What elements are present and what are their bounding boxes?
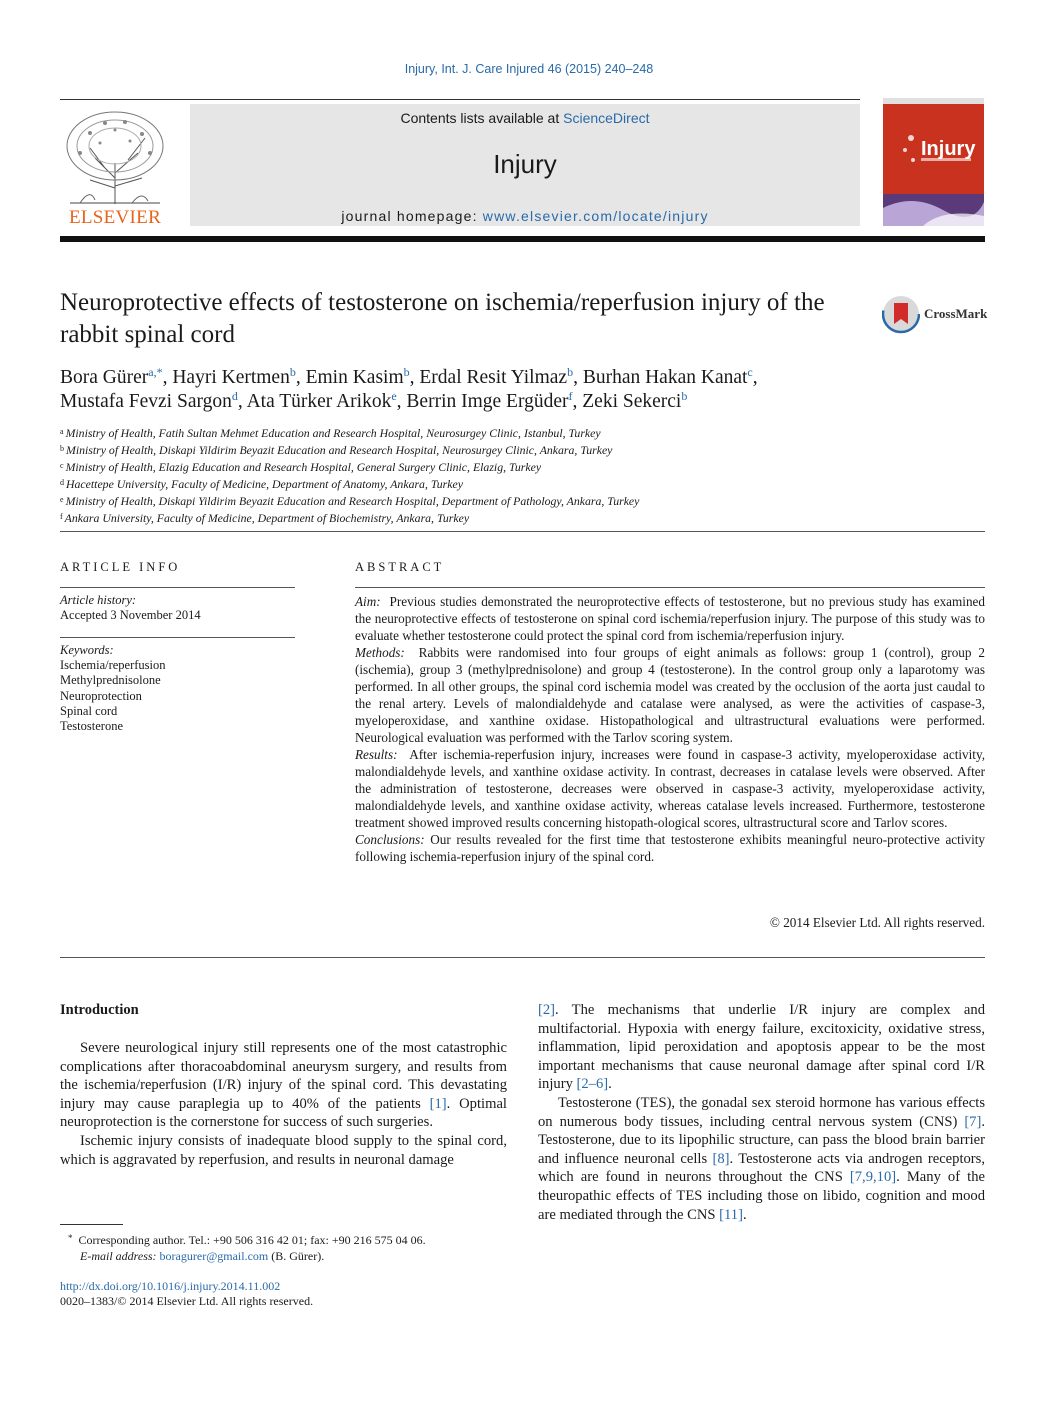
crossmark-icon bbox=[882, 294, 920, 334]
keyword-item: Spinal cord bbox=[60, 703, 118, 718]
text-run: . bbox=[608, 1076, 612, 1093]
author-affil-sup[interactable]: a,* bbox=[148, 365, 163, 379]
affiliation-key: c bbox=[60, 461, 64, 470]
affiliation-list bbox=[60, 424, 960, 526]
affiliation-key: e bbox=[60, 495, 64, 504]
crossmark-badge[interactable] bbox=[882, 294, 987, 334]
journal-cover-image[interactable] bbox=[883, 98, 984, 226]
footnote-star: * bbox=[68, 1233, 73, 1243]
author-affil-sup[interactable]: b bbox=[289, 365, 296, 379]
aim-label: Aim: bbox=[355, 594, 381, 609]
citation-ref[interactable]: [8] bbox=[712, 1150, 730, 1167]
citation-ref[interactable]: [7,9,10] bbox=[849, 1169, 897, 1186]
text-run: . Testosterone acts via androgen receptors, which are found in neurons throughout the CNS bbox=[538, 1150, 985, 1186]
body-paragraph bbox=[60, 1132, 507, 1169]
keyword-item: Testosterone bbox=[60, 719, 123, 734]
author-affil-sup[interactable]: b bbox=[681, 389, 688, 403]
text-run: Ischemic injury consists of inadequate blood supply to the spinal cord, which is aggravated by reperfusion, and results in neuronal damage bbox=[60, 1132, 507, 1168]
affiliation-key: b bbox=[60, 444, 64, 453]
conclusions-text: Our results revealed for the first time that testosterone exhibits meaningful neuro-protective activity following ischemia-reperfusion injury of the spinal cord. bbox=[355, 832, 986, 864]
abstract-aim bbox=[355, 593, 985, 644]
journal-banner bbox=[190, 104, 860, 226]
affiliation-item bbox=[60, 424, 960, 441]
text-run: . Testosterone, due to its lipophilic structure, can pass the blood brain barrier and influence neuronal cells bbox=[538, 1113, 985, 1167]
affiliation-item bbox=[60, 509, 960, 526]
author-affil-sup[interactable]: c bbox=[747, 365, 753, 379]
header-thick-rule bbox=[60, 236, 985, 242]
affiliation-text: Hacettepe University, Faculty of Medicine, Department of Anatomy, Ankara, Turkey bbox=[66, 477, 463, 491]
text-run: . bbox=[742, 1206, 747, 1223]
citation-ref[interactable]: [2] bbox=[538, 1002, 556, 1018]
author-affil-sup[interactable]: b bbox=[403, 365, 410, 379]
author-name[interactable]: Emin Kasim bbox=[305, 367, 404, 388]
methods-label: Methods: bbox=[355, 645, 405, 660]
header-rule bbox=[60, 99, 860, 100]
text-run: . Optimal neuroprotection is the cornerstone for success of such surgeries. bbox=[60, 1095, 507, 1131]
keyword-item: Ischemia/reperfusion bbox=[60, 658, 166, 672]
doi-link[interactable]: http://dx.doi.org/10.1016/j.injury.2014.11.002 bbox=[60, 1279, 281, 1293]
results-text: After ischemia-reperfusion injury, increases were found in caspase-3 activity, myeloperoxidase activity, malondialdehyde levels, and xanthine oxidase activity. In contrast, decreases in catalase levels were observed. After the administration of testosterone, decreases were observed in caspase-3 activity, myeloperoxidase activity, malondialdehyde levels, and xanthine oxidase activity, whereas catalase levels increased. Furthermore, testosterone treatment showed improved results concerning histopath-ological scores, ultrastructural score and Tarlov scores. bbox=[355, 747, 985, 830]
author-name[interactable]: Berrin Imge Ergüder bbox=[406, 391, 569, 412]
author-name[interactable]: Bora Gürer bbox=[60, 367, 149, 388]
author-name[interactable]: Ata Türker Arikok bbox=[246, 391, 392, 412]
homepage-line bbox=[190, 208, 860, 224]
affiliation-text: Ministry of Health, Diskapi Yildirim Beyazit Education and Research Hospital, Department of Pathology, Ankara, Turkey bbox=[65, 494, 640, 508]
footnote-text: Corresponding author. Tel.: +90 506 316 42 01; fax: +90 216 575 04 06. bbox=[78, 1233, 426, 1247]
author-name[interactable]: Hayri Kertmen bbox=[172, 367, 290, 388]
journal-name: Injury bbox=[493, 149, 557, 179]
journal-cover-icon bbox=[883, 98, 984, 226]
affiliation-item bbox=[60, 475, 960, 492]
text-run: . The mechanisms that underlie I/R injury are complex and multifactorial. Hypoxia with energy failure, excitoxicity, oxidative stress, inflammation, lipid peroxidation and apoptosis appear to be the most important mechanisms that cause neuronal damage after spinal cord I/R injury bbox=[538, 1002, 985, 1093]
text-run: Severe neurological injury still represents one of the most catastrophic complications after thoracoabdominal aneurysm surgery, and results from the ischemia/reperfusion (I/R) injury of the spinal cord. This devastating injury may cause paraplegia up to 40% of the patients bbox=[60, 1040, 507, 1112]
footnote-line bbox=[60, 1231, 507, 1249]
crossmark-label: CrossMark bbox=[924, 306, 988, 321]
homepage-link[interactable]: www.elsevier.com/locate/injury bbox=[482, 208, 709, 224]
text-run: . Many of the theuropathic effects of TES including those on libido, cognition and mood are mediated through the CNS bbox=[538, 1169, 985, 1223]
author-affil-sup[interactable]: b bbox=[567, 365, 574, 379]
email-label: E-mail address: bbox=[80, 1248, 157, 1263]
body-paragraph bbox=[538, 1094, 985, 1224]
affiliation-item bbox=[60, 441, 960, 458]
keyword-item: Methylprednisolone bbox=[60, 673, 161, 688]
journal-citation[interactable]: Injury, Int. J. Care Injured 46 (2015) 240–248 bbox=[404, 62, 654, 76]
email-suffix: (B. Gürer). bbox=[268, 1248, 325, 1263]
homepage-prefix: journal homepage: bbox=[341, 208, 483, 224]
abstract-copyright: © 2014 Elsevier Ltd. All rights reserved. bbox=[769, 915, 985, 930]
author-affil-sup[interactable]: d bbox=[231, 389, 238, 403]
footnote-email-line bbox=[60, 1249, 507, 1265]
corresponding-author-footnote bbox=[60, 1231, 507, 1264]
citation-ref[interactable]: [2–6] bbox=[576, 1076, 609, 1093]
author-name[interactable]: Zeki Sekerci bbox=[582, 391, 682, 412]
abstract-conclusions bbox=[355, 831, 985, 865]
affiliation-item bbox=[60, 458, 960, 475]
author-affil-sup[interactable]: f bbox=[568, 389, 573, 403]
article-history-value: Accepted 3 November 2014 bbox=[60, 608, 201, 622]
citation-ref[interactable]: [11] bbox=[719, 1206, 743, 1223]
body-column-right bbox=[538, 1001, 985, 1224]
keywords-label: Keywords: bbox=[60, 643, 114, 657]
contents-line bbox=[190, 110, 860, 126]
body-column-left bbox=[60, 1039, 507, 1169]
abstract-body bbox=[355, 593, 985, 865]
keywords-divider bbox=[60, 637, 295, 638]
elsevier-wordmark: ELSEVIER bbox=[68, 207, 162, 228]
body-paragraph bbox=[60, 1039, 507, 1132]
keyword-item: Neuroprotection bbox=[60, 688, 142, 703]
author-name[interactable]: Mustafa Fevzi Sargon bbox=[60, 391, 232, 412]
article-info-heading: ARTICLE INFO bbox=[60, 560, 181, 574]
affiliation-key: f bbox=[60, 512, 63, 521]
affiliation-text: Ankara University, Faculty of Medicine, Department of Biochemistry, Ankara, Turkey bbox=[64, 511, 470, 525]
abstract-divider bbox=[355, 587, 985, 588]
affiliation-divider bbox=[60, 531, 985, 532]
email-link[interactable]: boragurer@gmail.com bbox=[159, 1248, 269, 1263]
author-name[interactable]: Burhan Hakan Kanat bbox=[582, 367, 748, 388]
affiliation-text: Ministry of Health, Diskapi Yildirim Beyazit Education and Research Hospital, Neurosurgey Clinic, Ankara, Turkey bbox=[66, 443, 613, 457]
citation-ref[interactable]: [7] bbox=[964, 1113, 982, 1130]
author-list: Bora Gürer$^{a,*}$, Hayri Kertmen$^b$, Emin Kasim$^b$, Erdal Resit Yilmaz$^b$, Burhan Hakan Kanat$^c$, Mustafa Fevzi Sargon$^d$, Ata Türker Arikok$^e$, Berrin Imge Ergüder$^f$, Zeki Sekerci$^b$ bbox=[60, 365, 758, 412]
affiliation-text: Ministry of Health, Fatih Sultan Mehmet Education and Research Hospital, Neurosurgey Clinic, Istanbul, Turkey bbox=[65, 426, 601, 440]
author-name[interactable]: Erdal Resit Yilmaz bbox=[419, 367, 568, 388]
results-label: Results: bbox=[355, 747, 398, 762]
text-run: Testosterone (TES), the gonadal sex steroid hormone has various effects on numerous body tissues, including central nervous system (CNS) bbox=[538, 1094, 985, 1130]
article-title: Neuroprotective effects of testosterone on ischemia/reperfusion injury of the rabbit spinal cord bbox=[60, 289, 825, 348]
article-info-divider bbox=[60, 587, 295, 588]
cover-title: Injury bbox=[921, 138, 976, 160]
affiliation-text: Ministry of Health, Elazig Education and Research Hospital, General Surgery Clinic, Elazig, Turkey bbox=[65, 460, 542, 474]
footnote-rule bbox=[60, 1224, 123, 1225]
issn-copyright: 0020–1383/© 2014 Elsevier Ltd. All rights reserved. bbox=[60, 1294, 314, 1308]
citation-ref[interactable]: [1] bbox=[429, 1095, 447, 1112]
contents-prefix: Contents lists available at bbox=[400, 110, 564, 126]
affiliation-item bbox=[60, 492, 960, 509]
conclusions-label: Conclusions: bbox=[355, 832, 425, 847]
author-affil-sup[interactable]: e bbox=[391, 389, 397, 403]
aim-text: Previous studies demonstrated the neuroprotective effects of testosterone, but no previous study has examined the neuroprotective effects of testosterone on spinal cord ischemia/reperfusion injury. The purpose of this study was to evaluate whether testosterone could protect the spinal cord from ischemia/reperfusion injury. bbox=[355, 594, 985, 643]
introduction-heading: Introduction bbox=[60, 1002, 139, 1018]
elsevier-tree-icon bbox=[60, 108, 170, 206]
article-history-label: Article history: bbox=[60, 593, 137, 607]
body-paragraph-continued bbox=[538, 1001, 985, 1094]
abstract-end-divider bbox=[60, 957, 985, 958]
methods-text: Rabbits were randomised into four groups of eight animals as follows: group 1 (control), group 2 (ischemia), group 3 (methylprednisolone) and group 4 (testosterone). In the control group only a laparotomy was performed. In all other groups, the spinal cord ischemia model was created by the occlusion of the aorta just caudal to the renal artery. Levels of malondialdehyde and catalase were analysed, as were the activities of caspase-3, myeloperoxidase, and xanthine oxidase. Histopathological and ultrastructural evaluations were performed. Neurological evaluation was performed with the Tarlov scoring system. bbox=[355, 645, 985, 745]
abstract-methods bbox=[355, 644, 985, 746]
sciencedirect-link[interactable]: ScienceDirect bbox=[563, 110, 650, 126]
elsevier-logo[interactable] bbox=[60, 108, 170, 230]
affiliation-key: d bbox=[60, 478, 64, 487]
abstract-heading: ABSTRACT bbox=[355, 560, 445, 574]
abstract-results bbox=[355, 746, 985, 831]
keyword-list bbox=[60, 658, 166, 734]
affiliation-key: a bbox=[60, 427, 64, 436]
